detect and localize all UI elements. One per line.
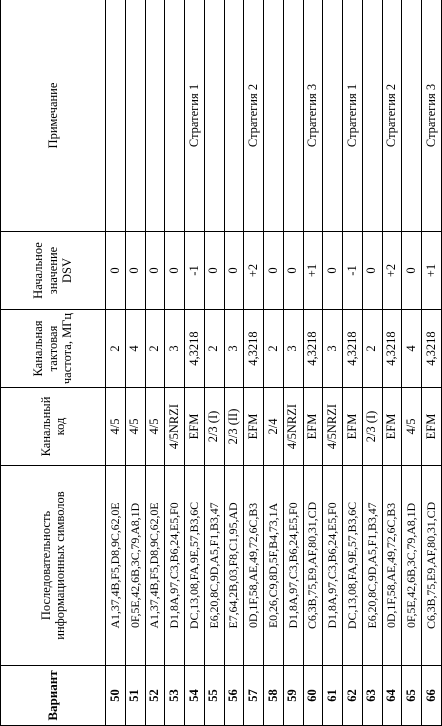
cell-code: 4/5NRZI — [283, 388, 303, 466]
cell-variant: 59 — [283, 666, 303, 726]
header-code: Канальный код — [1, 388, 106, 466]
cell-frequency: 3 — [323, 310, 343, 388]
cell-code: EFM — [422, 388, 442, 466]
cell-note — [125, 0, 145, 232]
cell-frequency: 4,3218 — [382, 310, 402, 388]
cell-code: 2/3 (II) — [224, 388, 244, 466]
cell-code: 4/5NRZI — [165, 388, 185, 466]
table-body — [106, 0, 442, 726]
cell-dsv: +1 — [422, 232, 442, 310]
table-row — [204, 0, 224, 726]
cell-dsv: -1 — [185, 232, 205, 310]
cell-code: 2/3 (I) — [204, 388, 224, 466]
cell-note: Стратегия 1 — [185, 0, 205, 232]
cell-variant: 57 — [244, 666, 264, 726]
cell-dsv: 0 — [106, 232, 126, 310]
cell-frequency: 4,3218 — [343, 310, 363, 388]
cell-frequency: 3 — [165, 310, 185, 388]
cell-sequence: E6,20,8C,9D,A5,F1,B3,47 — [362, 466, 382, 666]
table-row — [264, 0, 284, 726]
cell-dsv: 0 — [165, 232, 185, 310]
cell-dsv: +2 — [244, 232, 264, 310]
cell-frequency: 3 — [283, 310, 303, 388]
cell-note — [402, 0, 422, 232]
cell-dsv: 0 — [145, 232, 165, 310]
cell-code: EFM — [244, 388, 264, 466]
cell-variant: 65 — [402, 666, 422, 726]
cell-variant: 50 — [106, 666, 126, 726]
cell-variant: 54 — [185, 666, 205, 726]
cell-frequency: 2 — [106, 310, 126, 388]
cell-dsv: 0 — [283, 232, 303, 310]
cell-code: 4/5NRZI — [323, 388, 343, 466]
cell-note — [362, 0, 382, 232]
cell-frequency: 3 — [224, 310, 244, 388]
cell-sequence: DC,13,08,FA,9E,57,B3,6C — [343, 466, 363, 666]
cell-frequency: 4 — [125, 310, 145, 388]
cell-dsv: 0 — [323, 232, 343, 310]
cell-frequency: 4,3218 — [303, 310, 323, 388]
cell-dsv: -1 — [343, 232, 363, 310]
cell-variant: 58 — [264, 666, 284, 726]
cell-code: EFM — [343, 388, 363, 466]
table-row — [185, 0, 205, 726]
cell-note — [165, 0, 185, 232]
cell-sequence: E6,20,8C,9D,A5,F1,B3,47 — [204, 466, 224, 666]
cell-variant: 53 — [165, 666, 185, 726]
cell-code: 4/5 — [402, 388, 422, 466]
header-variant: Вариант — [1, 666, 106, 726]
cell-frequency: 2 — [264, 310, 284, 388]
cell-variant: 66 — [422, 666, 442, 726]
cell-sequence: A1,37,4B,F5,D8,9C,62,0E — [145, 466, 165, 666]
cell-code: 4/5 — [125, 388, 145, 466]
cell-note: Стратегия 1 — [343, 0, 363, 232]
cell-frequency: 4,3218 — [422, 310, 442, 388]
cell-sequence: D1,8A,97,C3,B6,24,E5,F0 — [165, 466, 185, 666]
cell-note: Стратегия 3 — [422, 0, 442, 232]
cell-variant: 55 — [204, 666, 224, 726]
table-row — [224, 0, 244, 726]
table-row — [283, 0, 303, 726]
cell-note — [145, 0, 165, 232]
cell-note — [106, 0, 126, 232]
cell-code: EFM — [303, 388, 323, 466]
table-row — [362, 0, 382, 726]
table-row — [125, 0, 145, 726]
cell-frequency: 2 — [145, 310, 165, 388]
cell-dsv: 0 — [224, 232, 244, 310]
cell-code: 2/3 (I) — [362, 388, 382, 466]
cell-code: EFM — [382, 388, 402, 466]
cell-note: Стратегия 3 — [303, 0, 323, 232]
cell-frequency: 2 — [362, 310, 382, 388]
cell-variant: 61 — [323, 666, 343, 726]
cell-variant: 52 — [145, 666, 165, 726]
cell-frequency: 2 — [204, 310, 224, 388]
cell-frequency: 4,3218 — [244, 310, 264, 388]
cell-sequence: D1,8A,97,C3,B6,24,E5,F0 — [323, 466, 343, 666]
cell-sequence: E0,26,C9,8D,5F,B4,73,1A — [264, 466, 284, 666]
table-row — [402, 0, 422, 726]
cell-sequence: DC,13,08,FA,9E,57,B3,6C — [185, 466, 205, 666]
cell-dsv: 0 — [362, 232, 382, 310]
header-sequence: Последовательность информационных символов — [1, 466, 106, 666]
header-dsv: Начальное значение DSV — [1, 232, 106, 310]
cell-code: 4/5 — [145, 388, 165, 466]
cell-variant: 56 — [224, 666, 244, 726]
cell-code: 2/4 — [264, 388, 284, 466]
cell-sequence: 0D,1F,58,AE,49,72,6C,B3 — [382, 466, 402, 666]
cell-frequency: 4,3218 — [185, 310, 205, 388]
cell-code: 4/5 — [106, 388, 126, 466]
cell-sequence: 0F,5E,42,6B,3C,79,A8,1D — [125, 466, 145, 666]
cell-dsv: 0 — [264, 232, 284, 310]
table-row — [422, 0, 442, 726]
cell-note — [283, 0, 303, 232]
cell-note — [323, 0, 343, 232]
header-frequency: Канальная тактовая частота, МГц — [1, 310, 106, 388]
cell-code: EFM — [185, 388, 205, 466]
cell-sequence: E7,64,2B,03,F8,C1,95,AD — [224, 466, 244, 666]
table-row — [106, 0, 126, 726]
cell-variant: 63 — [362, 666, 382, 726]
cell-variant: 60 — [303, 666, 323, 726]
cell-note: Стратегия 2 — [382, 0, 402, 232]
cell-frequency: 4 — [402, 310, 422, 388]
cell-sequence: 0D,1F,58,AE,49,72,6C,B3 — [244, 466, 264, 666]
cell-variant: 64 — [382, 666, 402, 726]
cell-note — [264, 0, 284, 232]
header-row — [1, 0, 106, 726]
cell-note — [224, 0, 244, 232]
cell-dsv: 0 — [402, 232, 422, 310]
cell-note: Стратегия 2 — [244, 0, 264, 232]
cell-sequence: A1,37,4B,F5,D8,9C,62,0E — [106, 466, 126, 666]
table-row — [244, 0, 264, 726]
cell-variant: 51 — [125, 666, 145, 726]
table-row — [165, 0, 185, 726]
cell-sequence: C6,3B,75,E9,AF,80,31,CD — [303, 466, 323, 666]
cell-dsv: +2 — [382, 232, 402, 310]
table-row — [145, 0, 165, 726]
cell-note — [204, 0, 224, 232]
cell-dsv: +1 — [303, 232, 323, 310]
header-note: Примечание — [1, 0, 106, 232]
cell-sequence: C6,3B,75,E9,AF,80,31,CD — [422, 466, 442, 666]
table-row — [382, 0, 402, 726]
cell-dsv: 0 — [125, 232, 145, 310]
table-row — [323, 0, 343, 726]
cell-dsv: 0 — [204, 232, 224, 310]
cell-sequence: 0F,5E,42,6B,3C,79,A8,1D — [402, 466, 422, 666]
table-row — [343, 0, 363, 726]
cell-sequence: D1,8A,97,C3,B6,24,E5,F0 — [283, 466, 303, 666]
cell-variant: 62 — [343, 666, 363, 726]
table-row — [303, 0, 323, 726]
